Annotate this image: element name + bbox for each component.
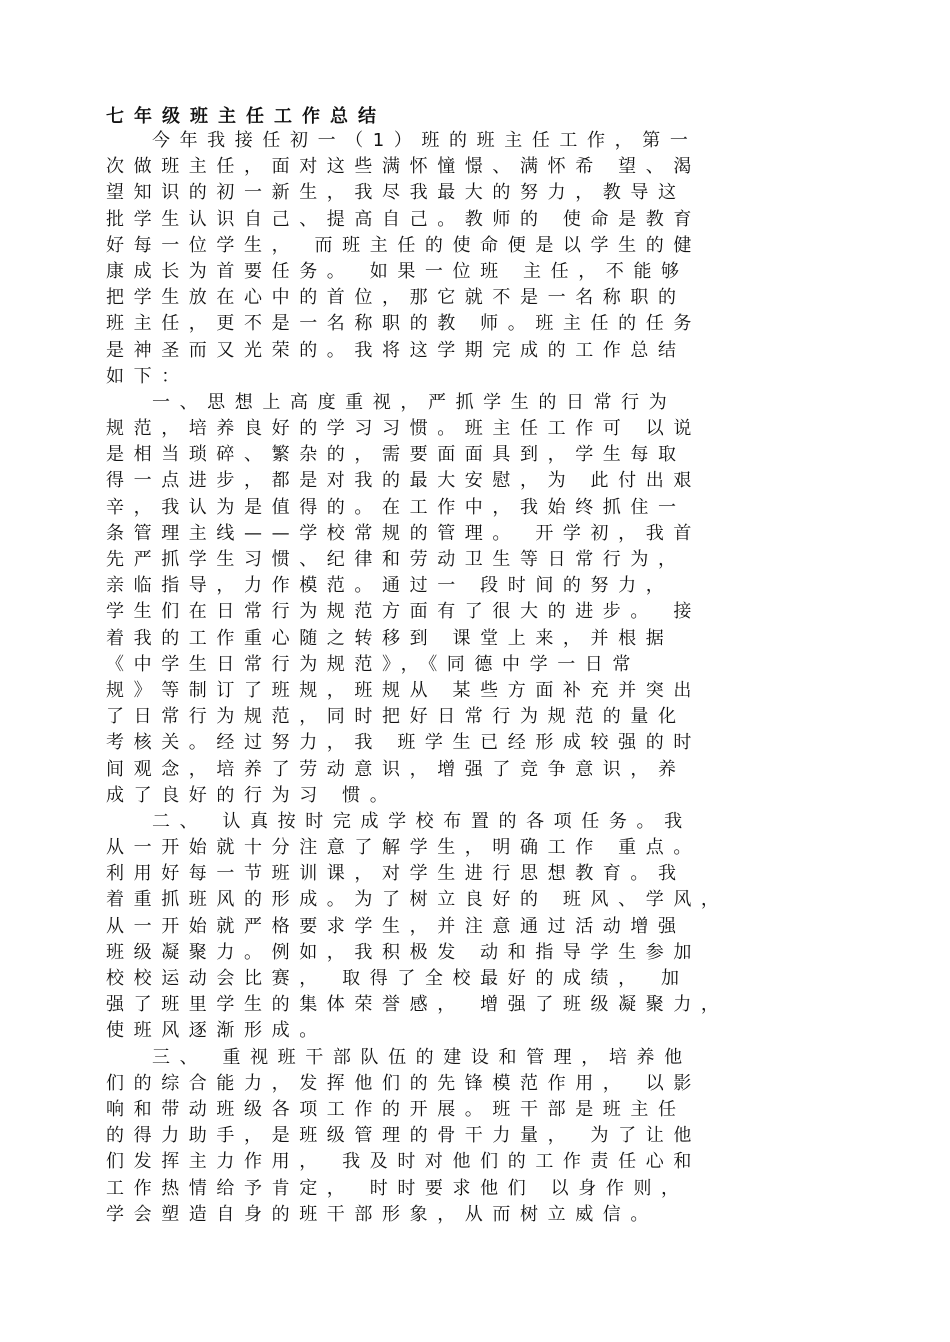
text-line: 批学生认识自己、提高自己。教师的 使命是教育 bbox=[106, 208, 701, 230]
text-line: 是神圣而又光荣的。我将这学期完成的工作总结 bbox=[106, 339, 686, 361]
text-line: 响和带动班级各项工作的开展。班干部是班主任 bbox=[106, 1098, 686, 1120]
text-line: 使班风逐渐形成。 bbox=[106, 1020, 327, 1042]
text-line: 《中学生日常行为规范》，《同德中学一日常 bbox=[106, 653, 640, 675]
text-line: 先严抓学生习惯、纪律和劳动卫生等日常行为， bbox=[106, 549, 686, 570]
text-line: 好每一位学生， 而班主任的使命便是以学生的健 bbox=[106, 234, 701, 256]
text-line: 望知识的初一新生，我尽我最大的努力，教导这 bbox=[106, 182, 686, 204]
text-line: 二、 认真按时完成学校布置的各项任务。我 bbox=[106, 810, 692, 832]
text-line: 的得力助手，是班级管理的骨干力量， 为了让他 bbox=[106, 1125, 701, 1147]
text-line: 着我的工作重心随之转移到 课堂上来，并根据 bbox=[106, 627, 674, 649]
text-line: 辛，我认为是值得的。在工作中，我始终抓住一 bbox=[106, 496, 686, 518]
text-line: 们发挥主力作用， 我及时对他们的工作责任心和 bbox=[106, 1151, 701, 1173]
text-line: 利用好每一节班训课，对学生进行思想教育。我 bbox=[106, 863, 686, 885]
text-line: 了日常行为规范，同时把好日常行为规范的量化 bbox=[106, 706, 686, 728]
text-line: 把学生放在心中的首位，那它就不是一名称职的 bbox=[106, 287, 686, 309]
text-line: 强了班里学生的集体荣誉感， 增强了班级凝聚力， bbox=[106, 994, 729, 1016]
text-line: 成了良好的行为习 惯。 bbox=[106, 784, 398, 806]
text-line: 学会塑造自身的班干部形象，从而树立威信。 bbox=[106, 1203, 658, 1225]
text-line: 条管理主线——学校常规的管理。 开学初，我首 bbox=[106, 522, 701, 544]
text-line: 次做班主任，面对这些满怀憧憬、满怀希 望、渴 bbox=[106, 156, 701, 178]
text-line: 得一点进步，都是对我的最大安慰，为 此付出艰 bbox=[106, 470, 701, 492]
text-line: 班主任，更不是一名称职的教 师。班主任的任务 bbox=[106, 313, 701, 335]
text-line: 间观念，培养了劳动意识，增强了竞争意识，养 bbox=[106, 758, 686, 780]
text-line: 考核关。经过努力，我 班学生已经形成较强的时 bbox=[106, 732, 701, 754]
text-line: 今年我接任初一（1）班的班主任工作，第一 bbox=[106, 130, 698, 151]
text-line: 学生们在日常行为规范方面有了很大的进步。 接 bbox=[106, 601, 701, 623]
text-line: 是相当琐碎、繁杂的，需要面面具到，学生每取 bbox=[106, 444, 686, 466]
text-line: 康成长为首要任务。 如果一位班 主任，不能够 bbox=[106, 260, 689, 282]
text-line: 从一开始就十分注意了解学生，明确工作 重点。 bbox=[106, 837, 701, 859]
text-line: 三、 重视班干部队伍的建设和管理，培养他 bbox=[106, 1046, 692, 1068]
text-line: 工作热情给予肯定， 时时要求他们 以身作则， bbox=[106, 1177, 689, 1199]
text-line: 亲临指导，力作模范。通过一 段时间的努力， bbox=[106, 575, 674, 597]
document-title: 七年级班主任工作总结 bbox=[106, 106, 386, 127]
text-line: 着重抓班风的形成。为了树立良好的 班风、学风， bbox=[106, 889, 729, 911]
text-line: 如下： bbox=[106, 365, 189, 387]
text-line: 规》等制订了班规，班规从 某些方面补充并突出 bbox=[106, 679, 701, 701]
text-line: 班级凝聚力。例如，我积极发 动和指导学生参加 bbox=[106, 941, 701, 963]
text-line: 一、思想上高度重视，严抓学生的日常行为 bbox=[106, 391, 677, 413]
text-line: 从一开始就严格要求学生，并注意通过活动增强 bbox=[106, 915, 686, 937]
text-line: 规范，培养良好的学习习惯。班主任工作可 以说 bbox=[106, 418, 701, 440]
text-line: 们的综合能力，发挥他们的先锋模范作用， 以影 bbox=[106, 1072, 701, 1094]
document-body bbox=[106, 128, 866, 1228]
text-line: 校校运动会比赛， 取得了全校最好的成绩， 加 bbox=[106, 968, 689, 989]
